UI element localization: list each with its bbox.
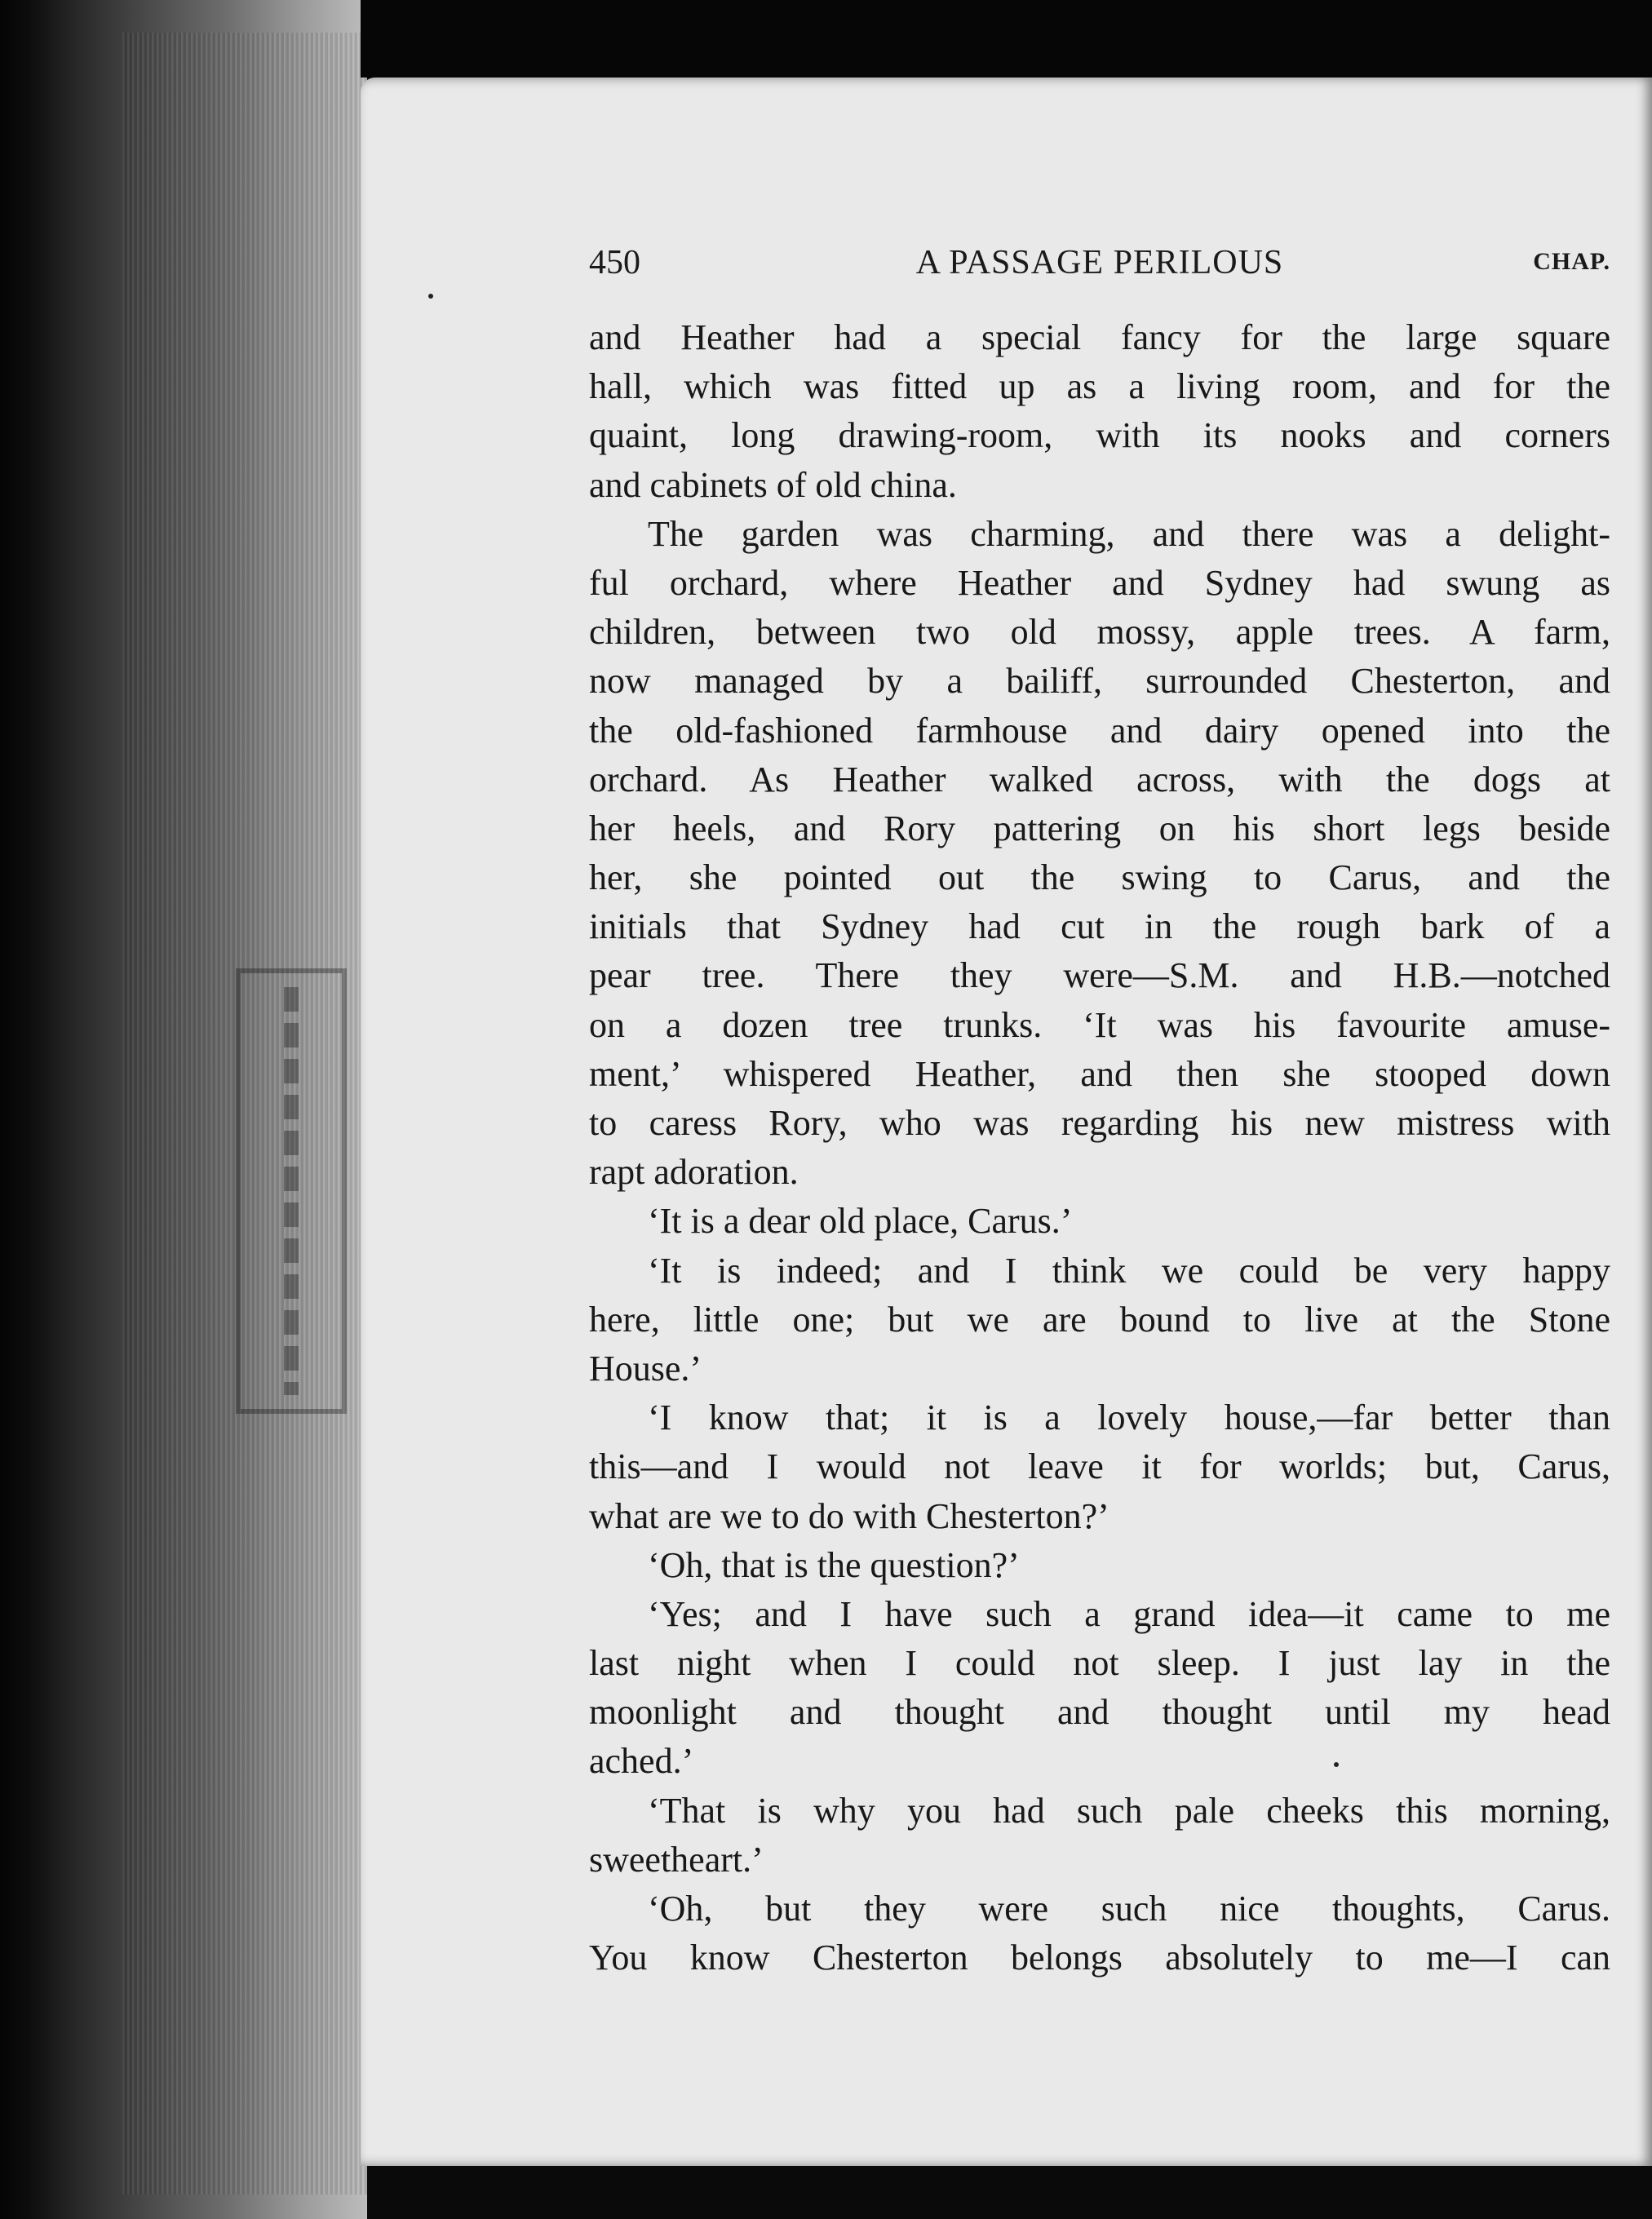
text-line: ‘I know that; it is a lovely house,—far better than (648, 1397, 1610, 1438)
text-line: her heels, and Rory pattering on his short legs beside (589, 808, 1610, 848)
text-line: ‘Oh, that is the question?’ (648, 1544, 1020, 1585)
text-line: children, between two old mossy, apple trees. A farm, (589, 612, 1610, 653)
text-line: and cabinets of old china. (589, 464, 957, 505)
text-line: ment,’ whispered Heather, and then she stooped down (589, 1053, 1610, 1094)
text-line: her, she pointed out the swing to Carus, and the (589, 857, 1610, 898)
scan-top-border (361, 0, 1652, 78)
text-line: on a dozen tree trunks. ‘It was his favourite amuse- (589, 1004, 1610, 1045)
library-stamp (230, 963, 352, 1420)
text-line: ful orchard, where Heather and Sydney had swung as (589, 562, 1610, 603)
text-line: House.’ (589, 1348, 702, 1389)
page-body-text (589, 313, 1610, 1982)
text-line: hall, which was fitted up as a living room, and for the (589, 366, 1610, 407)
text-line: what are we to do with Chesterton?’ (589, 1495, 1109, 1536)
text-line: The garden was charming, and there was a delight- (648, 513, 1610, 554)
text-line: pear tree. There they were—S.M. and H.B.—notched (589, 955, 1610, 996)
text-line: ‘Oh, but they were such nice thoughts, Carus. (648, 1889, 1610, 1929)
text-line: to caress Rory, who was regarding his new mistress with (589, 1103, 1610, 1143)
text-line: ‘That is why you had such pale cheeks this morning, (648, 1790, 1610, 1831)
text-line: orchard. As Heather walked across, with the dogs at (589, 759, 1610, 799)
text-line: now managed by a bailiff, surrounded Chesterton, and (589, 661, 1610, 702)
text-line: this—and I would not leave it for worlds; but, Carus, (589, 1446, 1610, 1487)
chapter-label: CHAP. (1533, 248, 1610, 275)
text-line: ‘Yes; and I have such a grand idea—it came to me (648, 1593, 1610, 1634)
text-line: You know Chesterton belongs absolutely to me—I can (589, 1938, 1610, 1978)
text-line: ached.’ (589, 1741, 694, 1782)
text-line: moonlight and thought and thought until my head (589, 1692, 1610, 1733)
text-line: initials that Sydney had cut in the rough bark of a (589, 906, 1610, 947)
text-line: and Heather had a special fancy for the large square (589, 317, 1610, 357)
text-line: ‘It is a dear old place, Carus.’ (648, 1201, 1073, 1242)
text-line: quaint, long drawing-room, with its nooks and corners (589, 415, 1610, 456)
text-line: rapt adoration. (589, 1152, 799, 1193)
text-line: here, little one; but we are bound to live at the Stone (589, 1299, 1610, 1340)
text-line: the old-fashioned farmhouse and dairy opened into the (589, 710, 1610, 751)
running-title: A PASSAGE PERILOUS (915, 244, 1284, 281)
speck (428, 294, 433, 299)
text-line: last night when I could not sleep. I just lay in the (589, 1643, 1610, 1684)
running-header (589, 243, 1610, 292)
page-number: 450 (589, 244, 640, 281)
text-line: sweetheart.’ (589, 1839, 764, 1880)
text-line: ‘It is indeed; and I think we could be very happy (648, 1250, 1610, 1291)
